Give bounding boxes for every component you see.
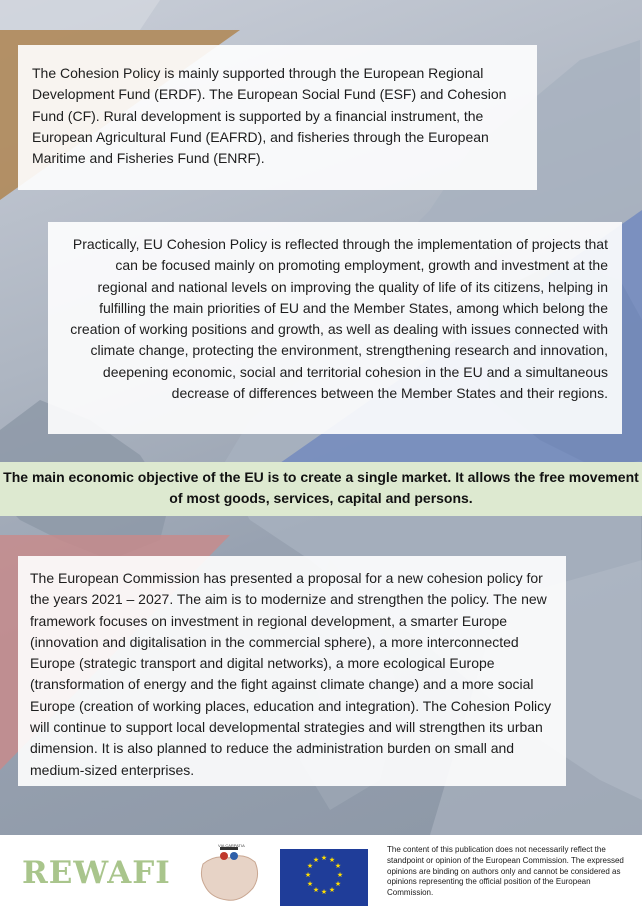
practical-paragraph: Practically, EU Cohesion Policy is reflected through the implementation of projects that can be focused mainly on promoting employment, growth and investment at the regional and national levels on improving the quality of life of its citizens, helping in fulfilling the main priorities of EU and the Member States, among which belong the creation of working positions and growth, as well as dealing with issues connected with climate change, protecting the environment, strengthening research and innovation, deepening economic, social and territorial cohesion in the EU and a simultaneous decrease of differences between the Member States and their regions. bbox=[70, 236, 608, 402]
crest-label: VIA CARPATIA bbox=[218, 843, 245, 848]
proposal-paragraph: The European Commission has presented a proposal for a new cohesion policy for the years 2021 – 2027. The aim is to modernize and strengthen the policy. The new framework focuses on investment in regional development, a smarter Europe (innovation and digitalisation in the commercial sphere), a more interconnected Europe (strategic transport and digital networks), a more ecological Europe (transformation of energy and the fight against climate change) and a more social Europe (creation of working places, education and integration). The Cohesion Policy will continue to support local developmental strategies and will strengthen its urban dimension. It is also planned to reduce the administration burden on small and medium-sized enterprises. bbox=[30, 570, 552, 778]
svg-text:★: ★ bbox=[306, 862, 314, 870]
eu-disclaimer-text: The content of this publication does not necessarily reflect the standpoint or opinion of the European Commission. The expressed opinions are binding on authors only and cannot be considered as opinions representing the official position of the European Commission. bbox=[387, 845, 624, 898]
svg-text:★: ★ bbox=[306, 880, 314, 888]
svg-text:★: ★ bbox=[328, 886, 336, 894]
practical-paragraph-box bbox=[48, 222, 622, 434]
svg-text:★: ★ bbox=[328, 856, 336, 864]
svg-text:★: ★ bbox=[312, 856, 320, 864]
funds-paragraph: The Cohesion Policy is mainly supported through the European Regional Development Fund (ERDF). The European Social Fund (ESF) and Cohesion Fund (CF). Rural development is supported by a financial instrument, the European Agricultural Fund (EAFRD), and fisheries through the European Maritime and Fisheries Fund (ENRF). bbox=[32, 65, 507, 167]
highlight-text: The main economic objective of the EU is to create a single market. It allows the free movement of most goods, services, capital and persons. bbox=[3, 469, 639, 506]
footer bbox=[0, 835, 642, 910]
svg-text:★: ★ bbox=[320, 888, 328, 896]
svg-text:★: ★ bbox=[312, 886, 320, 894]
svg-text:★: ★ bbox=[336, 871, 344, 879]
svg-text:★: ★ bbox=[304, 871, 312, 879]
svg-text:★: ★ bbox=[320, 854, 328, 862]
proposal-paragraph-box bbox=[18, 556, 566, 786]
highlight-band bbox=[0, 462, 642, 516]
via-carpatia-crest-icon bbox=[195, 842, 265, 906]
funds-paragraph-box bbox=[18, 45, 537, 190]
svg-text:★: ★ bbox=[334, 880, 342, 888]
rewafi-logo: REWAFI bbox=[22, 855, 171, 891]
svg-text:★: ★ bbox=[334, 862, 342, 870]
eu-flag-icon bbox=[280, 849, 368, 906]
